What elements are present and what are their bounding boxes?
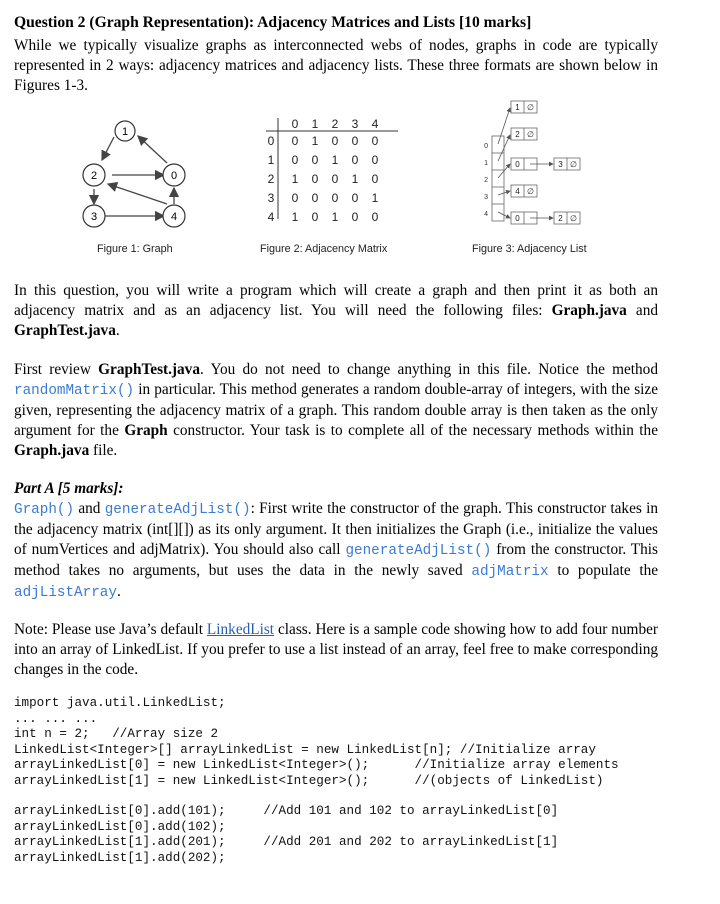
list-node xyxy=(511,128,537,140)
list-node xyxy=(554,158,580,170)
matrix-col-header: 0 xyxy=(291,117,299,131)
matrix-cell: 0 xyxy=(331,134,339,148)
matrix-row-label: 0 xyxy=(267,134,275,148)
matrix-cell: 0 xyxy=(351,191,359,205)
graph-node xyxy=(163,164,185,186)
matrix-cell: 1 xyxy=(291,210,299,224)
matrix-cell: 1 xyxy=(311,134,319,148)
code-block-init: import java.util.LinkedList; ... ... ... int n = 2; //Array size 2 LinkedList<Integer>[] arrayLinkedList = new LinkedList[n]; //Initialize array arrayLinkedList[0] = new LinkedList<Integer>(); //Initialize array elements arrayLinkedList[1] = new LinkedList<Integer>(); //(objects of LinkedList) xyxy=(14,696,619,788)
list-index: 4 xyxy=(484,211,488,218)
svg-text:0: 0 xyxy=(170,170,178,182)
svg-text:∅: ∅ xyxy=(570,214,577,223)
matrix-col-header: 1 xyxy=(311,117,319,131)
svg-text:1: 1 xyxy=(515,103,520,112)
intro-paragraph: While we typically visualize graphs as interconnected webs of nodes, graphs in code are typically represented in 2 ways: adjacency matrices and adjacency lists. These three formats are shown below in Figures 1-3. xyxy=(14,37,658,94)
matrix-row-label: 3 xyxy=(267,191,275,205)
list-index: 2 xyxy=(484,177,488,184)
matrix-cell: 0 xyxy=(351,153,359,167)
matrix-cell: 0 xyxy=(291,134,299,148)
matrix-row-label: 2 xyxy=(267,172,275,186)
code-block-add: arrayLinkedList[0].add(101); //Add 101 and 102 to arrayLinkedList[0] arrayLinkedList[0].add(102); arrayLinkedList[1].add(201); //Add 201 and 202 to arrayLinkedList[1] arrayLinkedList[1].add(202); xyxy=(14,804,559,865)
matrix-cell: 0 xyxy=(291,191,299,205)
matrix-row-label: 1 xyxy=(267,153,275,167)
list-node xyxy=(511,185,537,197)
matrix-cell: 0 xyxy=(351,134,359,148)
matrix-cell: 0 xyxy=(311,210,319,224)
graph-node xyxy=(163,205,185,227)
list-index: 3 xyxy=(484,194,488,201)
linkedlist-link[interactable]: LinkedList xyxy=(206,621,275,638)
matrix-cell: 0 xyxy=(331,191,339,205)
matrix-cell: 1 xyxy=(331,210,339,224)
svg-text:1: 1 xyxy=(121,126,129,138)
caption-figure-2: Figure 2: Adjacency Matrix xyxy=(260,243,388,255)
svg-text:3: 3 xyxy=(90,211,98,223)
matrix-cell: 0 xyxy=(311,172,319,186)
matrix-cell: 0 xyxy=(371,172,379,186)
graph-node xyxy=(83,164,105,186)
svg-text:∅: ∅ xyxy=(527,103,534,112)
graph-node xyxy=(115,121,135,141)
figure-adjacency-list xyxy=(450,98,610,233)
matrix-cell: 1 xyxy=(331,153,339,167)
svg-text:∅: ∅ xyxy=(527,130,534,139)
note-paragraph: Note: Please use Java’s default LinkedList class. Here is a sample code showing how to add four number into an array of LinkedList. If you prefer to use a list instead of an array, feel free to make corresponding changes in the code. xyxy=(14,621,658,678)
list-node xyxy=(554,212,580,224)
matrix-cell: 0 xyxy=(351,210,359,224)
matrix-col-header: 4 xyxy=(371,117,379,131)
svg-text:2: 2 xyxy=(558,214,563,223)
matrix-cell: 1 xyxy=(351,172,359,186)
caption-figure-1: Figure 1: Graph xyxy=(97,243,173,255)
review-paragraph: First review GraphTest.java. You do not need to change anything in this file. Notice the method randomMatrix() in particular. This method generates a random double-array of integers, with the size given, representing the adjacency matrix of a graph. This random double array is then taken as the only argument for the Graph constructor. Your task is to complete all of the necessary methods within the Graph.java file. xyxy=(14,361,658,459)
matrix-cell: 1 xyxy=(371,191,379,205)
graph-node xyxy=(83,205,105,227)
svg-text:0: 0 xyxy=(515,214,520,223)
svg-text:∅: ∅ xyxy=(527,187,534,196)
svg-text:2: 2 xyxy=(90,170,98,182)
svg-text:4: 4 xyxy=(170,211,178,223)
matrix-col-header: 3 xyxy=(351,117,359,131)
part-a-heading: Part A [5 marks]: xyxy=(14,480,124,497)
svg-text:∅: ∅ xyxy=(570,160,577,169)
figure-adjacency-matrix xyxy=(248,114,408,239)
matrix-cell: 0 xyxy=(371,153,379,167)
part-a-paragraph: Graph() and generateAdjList(): First write the constructor of the graph. This constructor takes in the adjacency matrix (int[][]) as its only argument. It then initializes the Graph (i.e., initialize the values of numVertices and adjMatrix). You should also call generateAdjList() from the constructor. This method takes no arguments, but uses the data in the newly saved adjMatrix to populate the adjListArray. xyxy=(14,500,659,601)
list-node xyxy=(511,101,537,113)
matrix-row-label: 4 xyxy=(267,210,275,224)
matrix-cell: 0 xyxy=(291,153,299,167)
list-index: 1 xyxy=(484,160,488,167)
figure-graph xyxy=(60,108,220,238)
matrix-cell: 0 xyxy=(331,172,339,186)
svg-text:0: 0 xyxy=(515,160,520,169)
matrix-cell: 0 xyxy=(371,134,379,148)
svg-text:2: 2 xyxy=(515,130,520,139)
matrix-cell: 0 xyxy=(371,210,379,224)
svg-text:4: 4 xyxy=(515,187,520,196)
matrix-col-header: 2 xyxy=(331,117,339,131)
svg-text:3: 3 xyxy=(558,160,563,169)
matrix-cell: 1 xyxy=(291,172,299,186)
task-paragraph: In this question, you will write a program which will create a graph and then print it as both an adjacency matrix and as an adjacency list. You will need the following files: Graph.java and GraphTest.java. xyxy=(14,282,658,339)
list-index: 0 xyxy=(484,143,488,150)
question-title: Question 2 (Graph Representation): Adjacency Matrices and Lists [10 marks] xyxy=(14,14,532,31)
matrix-cell: 0 xyxy=(311,191,319,205)
matrix-cell: 0 xyxy=(311,153,319,167)
caption-figure-3: Figure 3: Adjacency List xyxy=(472,243,587,255)
